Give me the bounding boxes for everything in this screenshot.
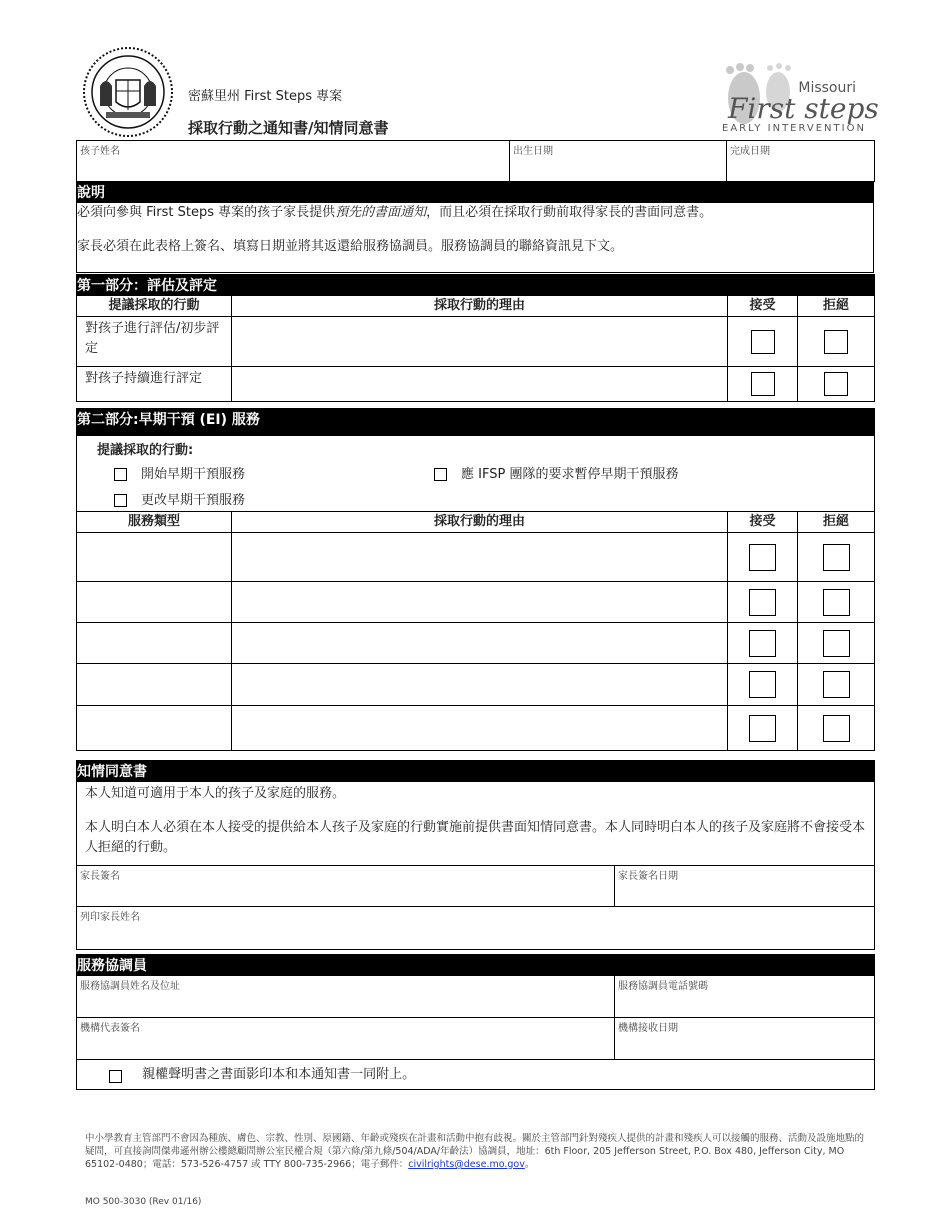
- nondiscrimination-footer: 中小學教育主管部門不會因為種族、膚色、宗教、性別、原國籍、年齡或殘疾在計畫和活動中抱有歧視。關於主管部門針對殘疾人提供的計畫和殘疾人可以接觸的服務、活動及設施地點的疑問，可直接詢問傑弗遜州辦公樓總顧問辦公室民權合規（第六條/第九條/504/ADA/年齡法）協調員，地址：6th Floor, 205 Jefferson Street, P.O. Box 480, Jefferson City, MO 65102-0480；電話：573-526-4757 或 TTY 800-735-2966；電子郵件：civilrights@dese.mo.gov。: [85, 1133, 865, 1170]
- part1-col-refuse: 拒絕: [798, 296, 875, 317]
- instructions-section: [76, 181, 874, 273]
- part2-col-reason: 採取行動的理由: [232, 512, 728, 533]
- service-type-cell[interactable]: [77, 623, 232, 664]
- child-info-table: [76, 140, 875, 182]
- part1-row-action: 對孩子持續進行評定: [77, 367, 232, 402]
- parent-signature-label: 家長簽名: [80, 871, 120, 882]
- service-type-cell[interactable]: [77, 664, 232, 706]
- part1-col-action: 提議採取的行動: [77, 296, 232, 317]
- part2-heading: 第二部分:早期干預 (EI) 服務: [77, 409, 875, 436]
- completed-date-label: 完成日期: [730, 146, 770, 157]
- form-number: MO 500-3030 (Rev 01/16): [85, 1197, 202, 1207]
- refuse-checkbox[interactable]: [823, 589, 850, 616]
- opt-stop-option[interactable]: 應 IFSP 團隊的要求暫停早期干預服務: [434, 463, 678, 482]
- coordinator-phone-label: 服務協調員電話號碼: [618, 981, 708, 992]
- logo-subtitle: EARLY INTERVENTION: [722, 123, 866, 134]
- accept-checkbox[interactable]: [749, 715, 776, 742]
- agency-signature-label: 機構代表簽名: [80, 1023, 140, 1034]
- coordinator-name-address-label: 服務協調員姓名及位址: [80, 981, 180, 992]
- part1-section: [76, 274, 875, 402]
- start-checkbox[interactable]: [114, 468, 127, 481]
- instructions-body: [77, 203, 874, 273]
- part2-col-type: 服務類型: [77, 512, 232, 533]
- part1-row-reason[interactable]: [232, 317, 728, 367]
- consent-line1: 本人知道可適用于本人的孩子及家庭的服務。: [85, 786, 346, 801]
- refuse-checkbox[interactable]: [823, 715, 850, 742]
- part1-row-action: 對孩子進行評估/初步評定: [77, 317, 232, 367]
- part2-col-accept: 接受: [728, 512, 798, 533]
- missouri-state-seal: [82, 46, 174, 138]
- parent-signature-date-field[interactable]: [615, 866, 875, 907]
- parent-print-name-label: 列印家長姓名: [80, 912, 140, 923]
- part1-col-accept: 接受: [728, 296, 798, 317]
- service-row: [77, 533, 875, 582]
- parent-signature-date-label: 家長簽名日期: [618, 871, 678, 882]
- service-row: [77, 706, 875, 751]
- coordinator-name-address-field[interactable]: [77, 976, 615, 1018]
- refuse-checkbox[interactable]: [824, 330, 848, 354]
- service-reason-cell[interactable]: [232, 533, 728, 582]
- part1-row-reason[interactable]: [232, 367, 728, 402]
- instructions-heading: 說明: [77, 182, 874, 203]
- service-type-cell[interactable]: [77, 533, 232, 582]
- rights-note-row: [77, 1060, 875, 1090]
- form-title: 採取行動之通知書/知情同意書: [188, 119, 389, 137]
- service-reason-cell[interactable]: [232, 664, 728, 706]
- agency-receipt-date-field[interactable]: [615, 1018, 875, 1060]
- consent-body: [77, 782, 875, 866]
- org-name: 密蘇里州 First Steps 專案: [188, 89, 343, 104]
- consent-heading: 知情同意書: [77, 761, 875, 782]
- accept-checkbox[interactable]: [749, 630, 776, 657]
- coordinator-heading: 服務協調員: [77, 955, 875, 976]
- service-row: [77, 664, 875, 706]
- service-reason-cell[interactable]: [232, 582, 728, 623]
- accept-checkbox[interactable]: [751, 372, 775, 396]
- accept-checkbox[interactable]: [751, 330, 775, 354]
- agency-signature-field[interactable]: [77, 1018, 615, 1060]
- agency-receipt-date-label: 機構接收日期: [618, 1023, 678, 1034]
- stop-checkbox[interactable]: [434, 468, 447, 481]
- service-type-cell[interactable]: [77, 582, 232, 623]
- part2-section: [76, 408, 875, 751]
- opt-change-option[interactable]: 更改早期干預服務: [114, 489, 245, 508]
- refuse-checkbox[interactable]: [824, 372, 848, 396]
- civil-rights-email-link[interactable]: civilrights@dese.mo.gov: [408, 1159, 525, 1170]
- accept-checkbox[interactable]: [749, 589, 776, 616]
- opt-start-option[interactable]: 開始早期干預服務: [114, 463, 245, 482]
- parent-print-name-field[interactable]: [77, 907, 875, 950]
- service-reason-cell[interactable]: [232, 623, 728, 664]
- accept-checkbox[interactable]: [749, 544, 776, 571]
- logo-state: Missouri: [798, 80, 856, 96]
- child-name-field[interactable]: [77, 141, 510, 182]
- refuse-checkbox[interactable]: [823, 671, 850, 698]
- part1-col-reason: 採取行動的理由: [232, 296, 728, 317]
- change-checkbox[interactable]: [114, 494, 127, 507]
- coordinator-section: [76, 954, 875, 1090]
- refuse-checkbox[interactable]: [823, 630, 850, 657]
- service-row: [77, 623, 875, 664]
- completed-date-field[interactable]: [727, 141, 875, 182]
- part2-col-refuse: 拒絕: [798, 512, 875, 533]
- rights-attached-checkbox[interactable]: [109, 1070, 122, 1083]
- instructions-line2: 家長必須在此表格上簽名、填寫日期並將其返還給服務協調員。服務協調員的聯絡資訊見下文。: [77, 239, 624, 254]
- part1-heading: 第一部分：評估及評定: [77, 275, 875, 296]
- service-row: [77, 582, 875, 623]
- proposed-label: 提議採取的行動:: [97, 443, 194, 458]
- rights-note: 親權聲明書之書面影印本和本通知書一同附上。: [142, 1067, 416, 1082]
- dob-field[interactable]: [510, 141, 727, 182]
- refuse-checkbox[interactable]: [823, 544, 850, 571]
- accept-checkbox[interactable]: [749, 671, 776, 698]
- instructions-line1: 必須向參與 First Steps 專案的孩子家長提供預先的書面通知，而且必須在採取行動前取得家長的書面同意書。: [77, 205, 713, 220]
- first-steps-logo: [716, 62, 879, 136]
- coordinator-phone-field[interactable]: [615, 976, 875, 1018]
- dob-label: 出生日期: [513, 146, 553, 157]
- service-type-cell[interactable]: [77, 706, 232, 751]
- service-reason-cell[interactable]: [232, 706, 728, 751]
- child-name-label: 孩子姓名: [80, 146, 120, 157]
- consent-line2: 本人明白本人必須在本人接受的提供給本人孩子及家庭的行動實施前提供書面知情同意書。本人同時明白本人的孩子及家庭將不會接受本人拒絕的行動。: [85, 820, 866, 855]
- consent-section: [76, 760, 875, 950]
- parent-signature-field[interactable]: [77, 866, 615, 907]
- logo-name: First steps: [728, 92, 879, 125]
